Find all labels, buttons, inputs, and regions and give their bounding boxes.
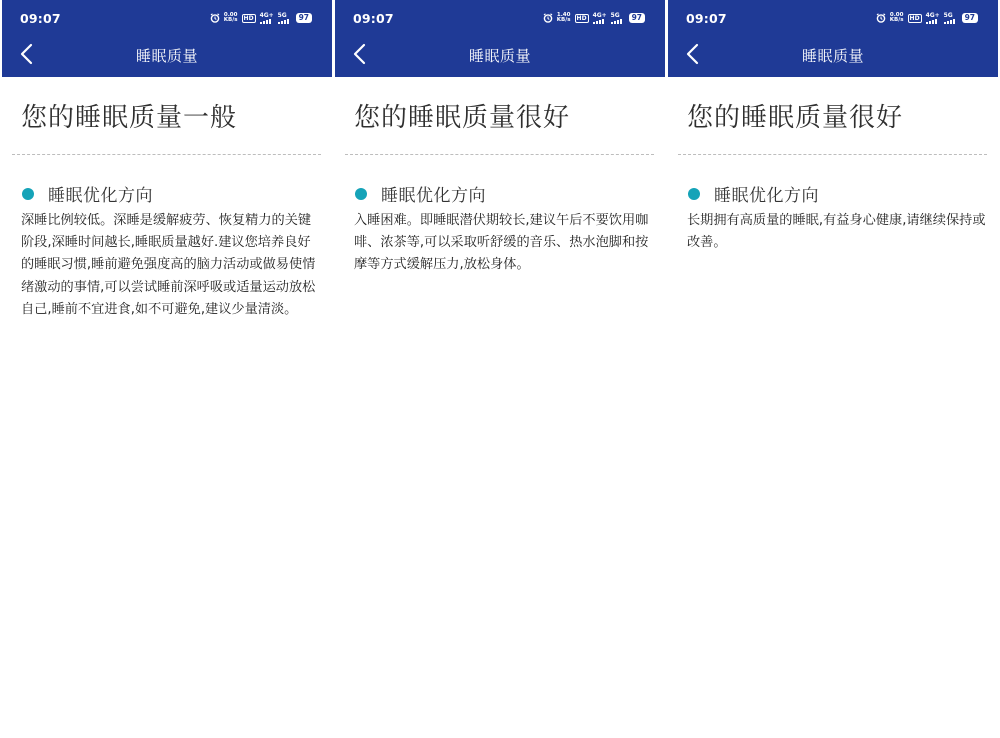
status-icons [543,12,645,24]
status-time: 09:07 [686,11,727,26]
status-icons [876,12,978,24]
dashed-divider [678,154,987,155]
hd-badge: HD [909,14,920,22]
section-header [688,181,819,206]
alarm-clock-icon [543,13,553,23]
hd-badge: HD [576,14,587,22]
dashed-divider [12,154,321,155]
signal-5g-icon [611,13,625,24]
nav-bar [2,34,332,77]
sleep-quality-heading: 您的睡眠质量很好 [354,103,571,133]
app-header [335,0,665,77]
nav-bar [668,34,998,77]
advice-text: 入睡困难。即睡眠潜伏期较长,建议午后不要饮用咖啡、浓茶等,可以采取听舒缓的音乐、热水泡脚和按摩等方式缓解压力,放松身体。 [354,213,649,273]
signal-4g-icon [593,13,607,24]
advice-text: 长期拥有高质量的睡眠,有益身心健康,请继续保持或改善。 [687,213,986,251]
page-title: 睡眠质量 [135,47,198,65]
section-title: 睡眠优化方向 [714,186,819,206]
status-bar [335,0,665,34]
status-time: 09:07 [20,11,61,26]
status-bar [668,0,998,34]
network-speed-unit: KB/s [223,17,238,23]
signal-4g-icon [260,13,274,24]
bullet-dot-icon [22,188,34,200]
nav-bar [335,34,665,77]
network-speed-unit: KB/s [556,17,571,23]
network-speed [890,13,904,24]
screen-3 [668,0,998,738]
hd-badge: HD [243,14,254,22]
signal-label: 5G [943,11,953,19]
screen-1 [2,0,332,738]
sleep-quality-heading: 您的睡眠质量一般 [21,103,238,133]
signal-label: 5G [277,11,287,19]
network-speed-value: 0.00 [889,11,904,18]
screen-2 [335,0,665,738]
signal-label: 4G+ [592,11,607,19]
section-title: 睡眠优化方向 [381,186,486,206]
signal-5g-icon [944,13,958,24]
battery-indicator: 97 [962,13,978,23]
signal-label: 5G [610,11,620,19]
page-title: 睡眠质量 [468,47,531,65]
section-header [355,181,486,206]
app-header [668,0,998,77]
alarm-clock-icon [210,13,220,23]
network-speed-value: 0.00 [223,11,238,18]
network-speed [557,13,571,24]
battery-indicator: 97 [629,13,645,23]
signal-label: 4G+ [259,11,274,19]
signal-4g-icon [926,13,940,24]
bullet-dot-icon [355,188,367,200]
network-speed [224,13,238,24]
sleep-quality-heading: 您的睡眠质量很好 [687,103,904,133]
alarm-clock-icon [876,13,886,23]
bullet-dot-icon [688,188,700,200]
dashed-divider [345,154,654,155]
advice-text: 深睡比例较低。深睡是缓解疲劳、恢复精力的关键阶段,深睡时间越长,睡眠质量越好.建议您培养良好的睡眠习惯,睡前避免强度高的脑力活动或做易使情绪激动的事情,可以尝试睡前深呼吸或适量运动放松自己,睡前不宜进食,如不可避免,建议少量清淡。 [21,213,316,317]
app-header [2,0,332,77]
page-title: 睡眠质量 [801,47,864,65]
signal-label: 4G+ [925,11,940,19]
section-title: 睡眠优化方向 [48,186,153,206]
network-speed-unit: KB/s [889,17,904,23]
status-time: 09:07 [353,11,394,26]
section-header [22,181,153,206]
status-bar [2,0,332,34]
battery-indicator: 97 [296,13,312,23]
status-icons [210,12,312,24]
signal-5g-icon [278,13,292,24]
network-speed-value: 1.40 [556,11,571,18]
